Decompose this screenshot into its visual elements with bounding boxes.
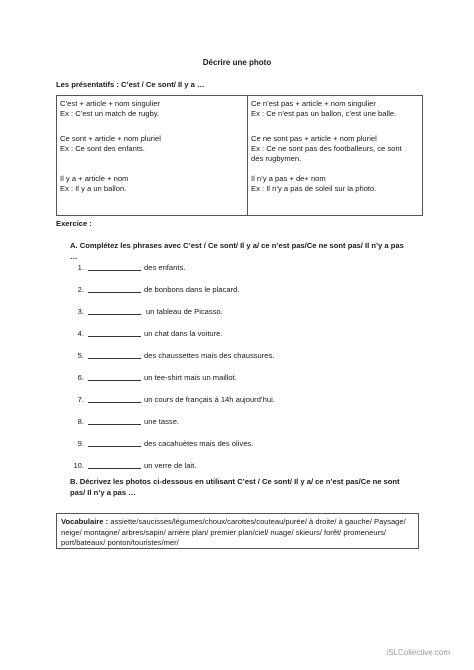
item-text: des enfants. <box>144 263 186 272</box>
item-number: 8. <box>77 417 84 426</box>
answer-blank[interactable] <box>88 446 141 447</box>
example-ce-sont: Ex : Ce sont des enfants. <box>60 144 145 153</box>
item-number: 10. <box>73 461 84 470</box>
example-cest: Ex : C’est un match de rugby. <box>60 109 160 118</box>
rule-ce-nest-pas: Ce n’est pas + article + nom singulier <box>251 99 376 108</box>
item-number: 7. <box>77 395 84 404</box>
page-title: Décrire une photo <box>202 58 272 67</box>
answer-blank[interactable] <box>88 336 141 337</box>
section-b-instruction: B. Décrivez les photos ci-dessous en utilisant C’est / Ce sont/ Il y a/ ce n’est pas/Ce ne sont pas/ Il n’y a pas … <box>70 477 400 497</box>
item-number: 9. <box>77 439 84 448</box>
vocabulary-label: Vocabulaire : <box>61 517 109 526</box>
item-text: une tasse. <box>144 417 180 426</box>
answer-blank[interactable] <box>88 402 141 403</box>
example-ce-ne-sont-pas: Ex : Ce ne sont pas des footballeurs, ce sont <box>251 144 402 153</box>
item-text: un cours de français à 14h aujourd’hui. <box>144 395 275 404</box>
item-number: 5. <box>77 351 84 360</box>
item-text: des chaussettes mais des chaussures. <box>144 351 275 360</box>
vocabulary-text: assiette/saucisses/légumes/choux/carottes/couteau/purée/ à droite/ à gauche/ Paysage/ neige/ montagne/ arbres/sapin/ arrière plan/ premier plan/ciel/ nuage/ skieurs/ forêt/ promeneurs/ port/bateaux/ ponton/touristes/mer/ <box>61 517 406 547</box>
section-a-instruction: A. Complétez les phrases avec C’est / Ce sont/ Il y a/ ce n’est pas/Ce ne sont pas/ Il n’y a pas … <box>70 241 404 261</box>
item-number: 6. <box>77 373 84 382</box>
answer-blank[interactable] <box>88 292 141 293</box>
item-text: un chat dans la voiture. <box>144 329 223 338</box>
example-ce-nest-pas: Ex : Ce n’est pas un ballon, c’est une balle. <box>251 109 397 118</box>
answer-blank[interactable] <box>88 468 141 469</box>
answer-blank[interactable] <box>88 424 141 425</box>
presentatifs-table <box>56 95 423 216</box>
item-number: 3. <box>77 307 84 316</box>
item-text: un tee-shirt mais un maillot. <box>144 373 237 382</box>
example-il-ny-a-pas: Ex : Il n’y a pas de soleil sur la photo. <box>251 184 377 193</box>
table-divider <box>247 96 248 215</box>
rule-ce-ne-sont-pas: Ce ne sont pas + article + nom pluriel <box>251 134 377 143</box>
rule-ce-sont: Ce sont + article + nom pluriel <box>60 134 161 143</box>
answer-blank[interactable] <box>88 270 141 271</box>
item-text: des cacahuètes mais des olives. <box>144 439 254 448</box>
rule-il-y-a: Il y a + article + nom <box>60 174 129 183</box>
vocabulary-box <box>56 513 419 549</box>
example-ce-ne-sont-pas-cont: des rugbymen. <box>251 154 302 163</box>
presentatifs-heading: Les présentatifs : C’est / Ce sont/ Il y a … <box>56 80 205 89</box>
exercice-label: Exercice : <box>56 219 92 228</box>
item-number: 2. <box>77 285 84 294</box>
item-text: un verre de lait. <box>144 461 197 470</box>
item-number: 4. <box>77 329 84 338</box>
site-watermark: iSLCollective.com <box>386 648 450 657</box>
item-text: un tableau de Picasso. <box>146 307 223 316</box>
rule-cest: C’est + article + nom singulier <box>60 99 161 108</box>
rule-il-ny-a-pas: Il n’y a pas + de+ nom <box>251 174 326 183</box>
answer-blank[interactable] <box>88 358 141 359</box>
answer-blank[interactable] <box>88 380 141 381</box>
item-number: 1. <box>77 263 84 272</box>
answer-blank[interactable] <box>88 314 141 315</box>
item-text: de bonbons dans le placard. <box>144 285 240 294</box>
example-il-y-a: Ex : Il y a un ballon. <box>60 184 127 193</box>
